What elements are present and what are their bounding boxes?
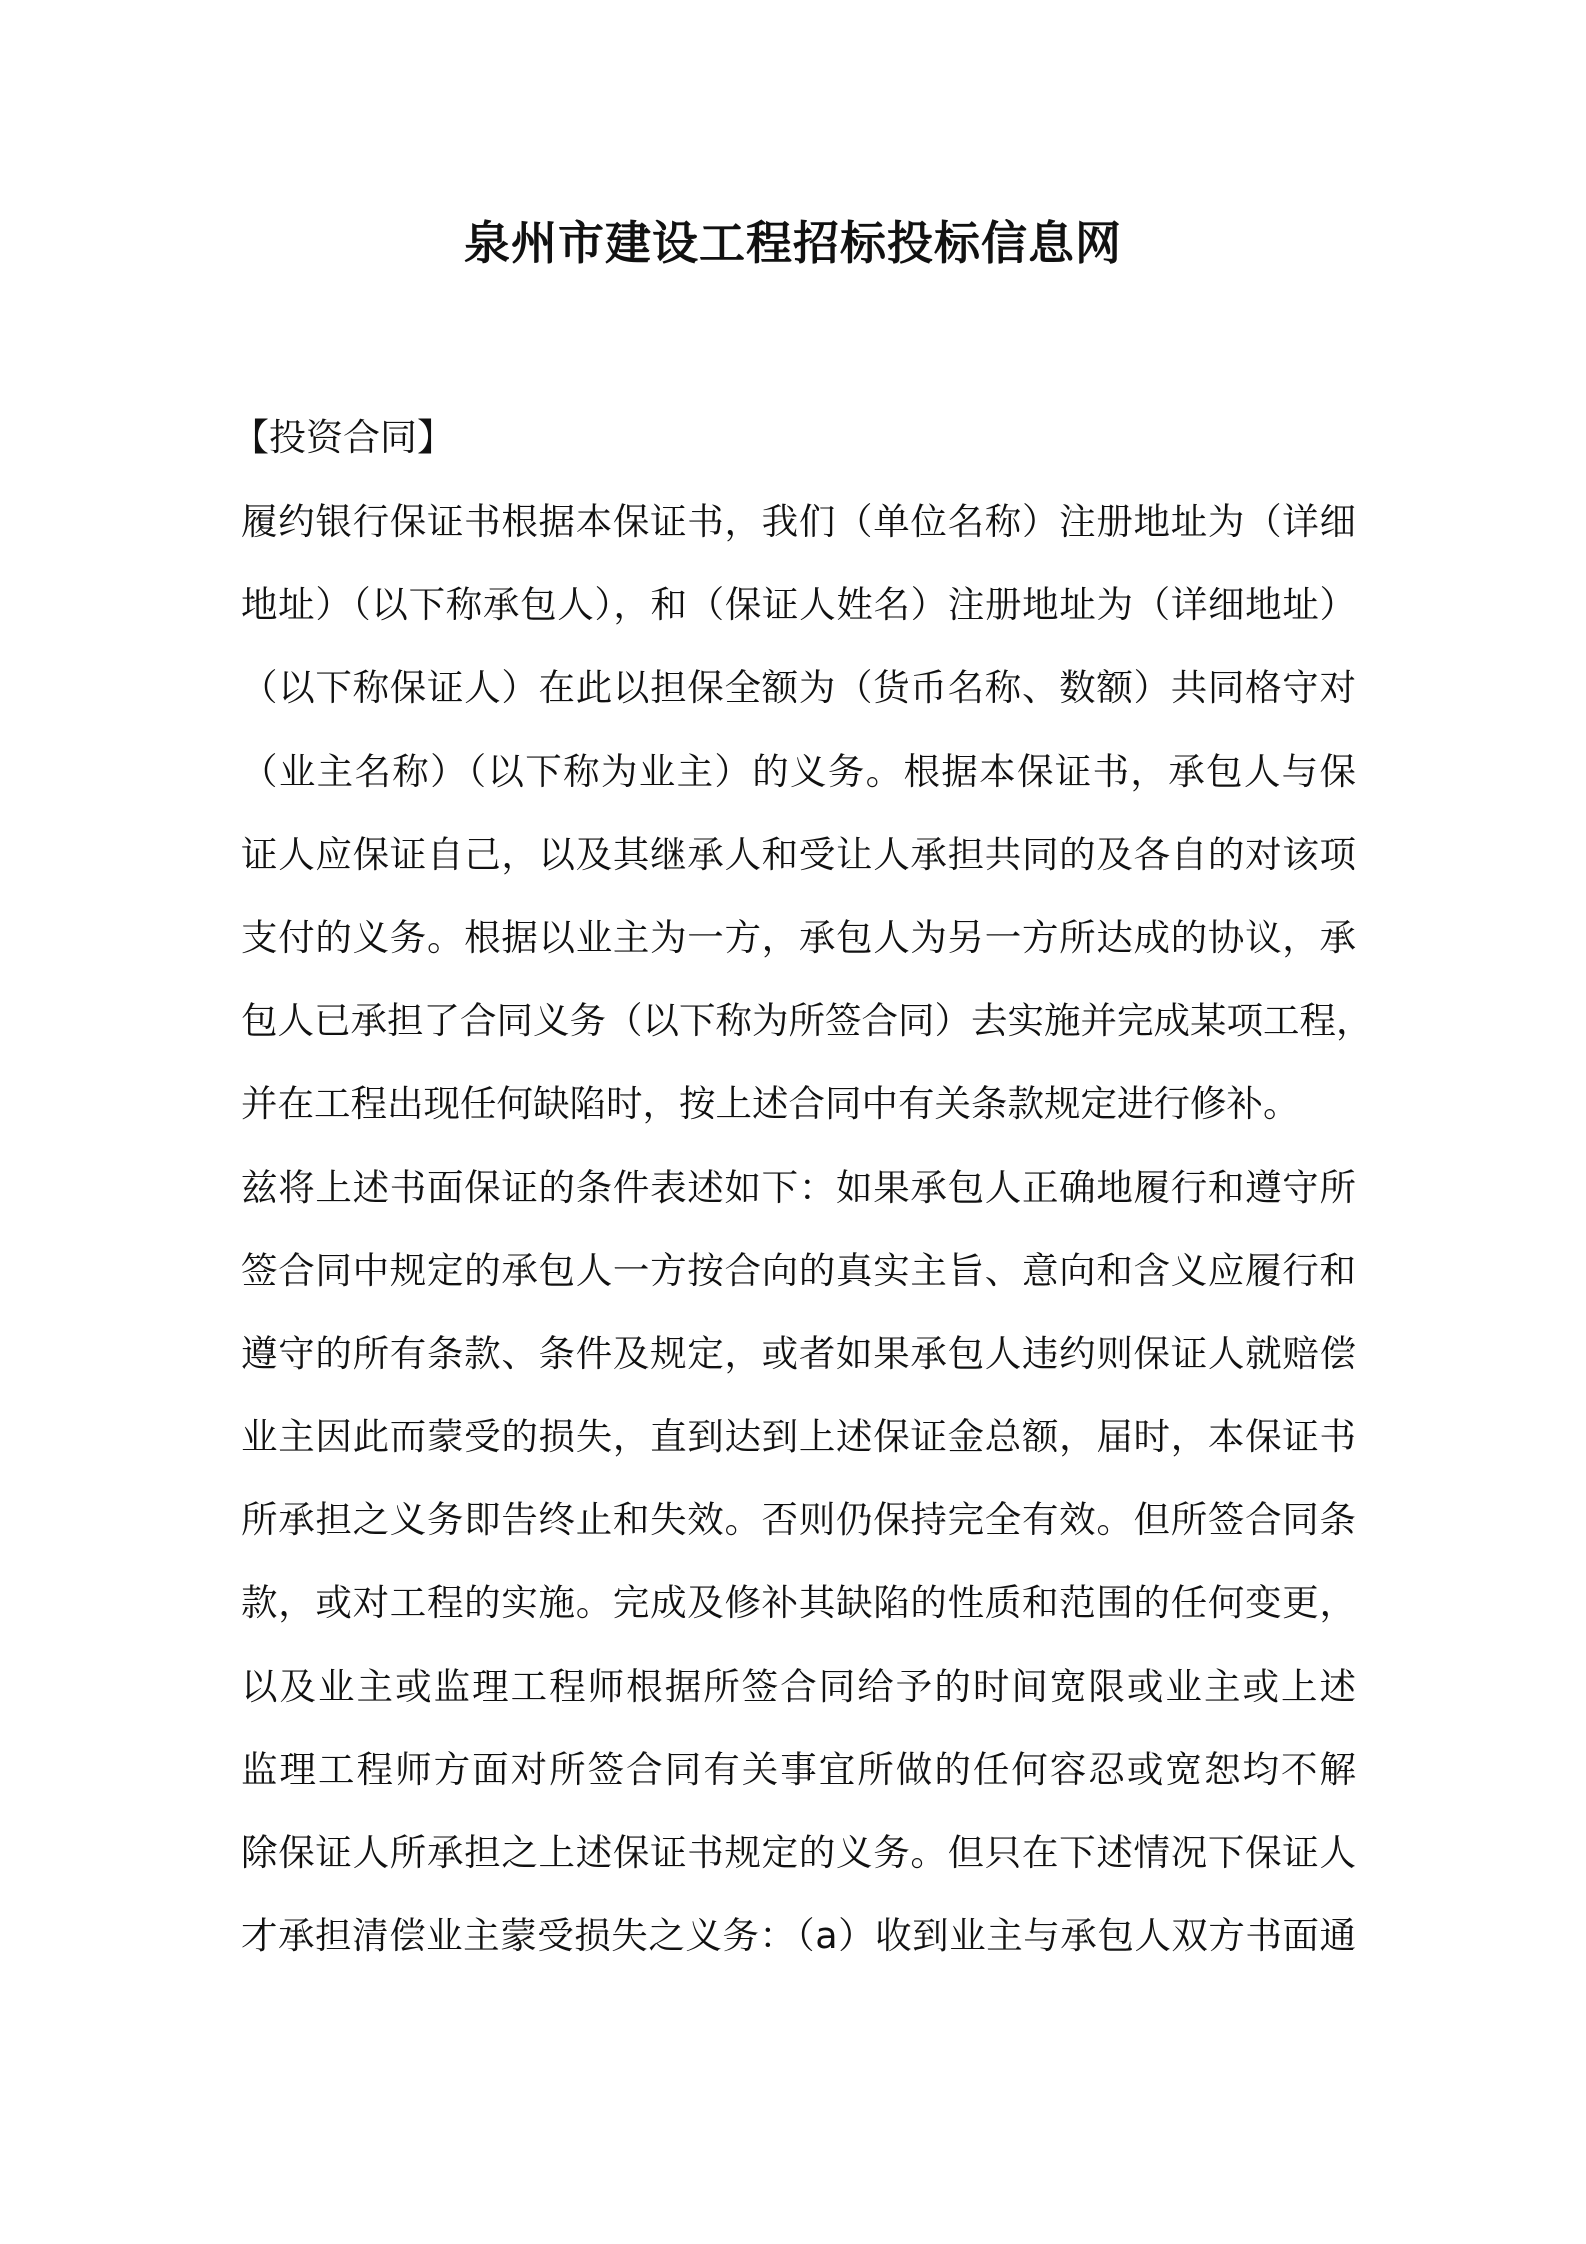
- text-line: （以下称保证人）在此以担保全额为（货币名称、数额）共同格守对: [241, 666, 1356, 710]
- text-line: 签合同中规定的承包人一方按合向的真实主旨、意向和含义应履行和: [241, 1248, 1356, 1292]
- section-heading: 【投资合同】: [232, 416, 454, 459]
- text-line: 以及业主或监理工程师根据所签合同给予的时间宽限或业主或上述: [241, 1664, 1356, 1708]
- text-line: 兹将上述书面保证的条件表述如下：如果承包人正确地履行和遵守所: [241, 1165, 1356, 1209]
- text-line: 包人已承担了合同义务（以下称为所签合同）去实施并完成某项工程，: [241, 999, 1373, 1043]
- text-line: 所承担之义务即告终止和失效。否则仍保持完全有效。但所签合同条: [241, 1498, 1356, 1542]
- text-line: （业主名称）（以下称为业主）的义务。根据本保证书，承包人与保: [241, 749, 1356, 793]
- text-line: 款，或对工程的实施。完成及修补其缺陷的性质和范围的任何变更，: [241, 1581, 1356, 1625]
- text-line: 地址）（以下称承包人），和（保证人姓名）注册地址为（详细地址）: [241, 583, 1356, 627]
- text-line: 履约银行保证书根据本保证书，我们（单位名称）注册地址为（详细: [241, 500, 1356, 543]
- text-line: 支付的义务。根据以业主为一方，承包人为另一方所达成的协议，承: [241, 915, 1356, 959]
- text-line: 除保证人所承担之上述保证书规定的义务。但只在下述情况下保证人: [241, 1831, 1356, 1874]
- text-line: 并在工程出现任何缺陷时，按上述合同中有关条款规定进行修补。: [241, 1082, 1300, 1126]
- text-line: 遵守的所有条款、条件及规定，或者如果承包人违约则保证人就赔偿: [241, 1331, 1356, 1375]
- document-body: [241, 492, 1373, 1989]
- text-line: 业主因此而蒙受的损失，直到达到上述保证金总额，届时，本保证书: [241, 1415, 1356, 1459]
- document-title: 泉州市建设工程招标投标信息网: [464, 216, 1122, 270]
- text-line: 才承担清偿业主蒙受损失之义务：（a）收到业主与承包人双方书面通: [241, 1914, 1356, 1958]
- text-line: 证人应保证自己，以及其继承人和受让人承担共同的及各自的对该项: [241, 832, 1356, 876]
- text-line: 监理工程师方面对所签合同有关事宜所做的任何容忍或宽恕均不解: [241, 1747, 1356, 1791]
